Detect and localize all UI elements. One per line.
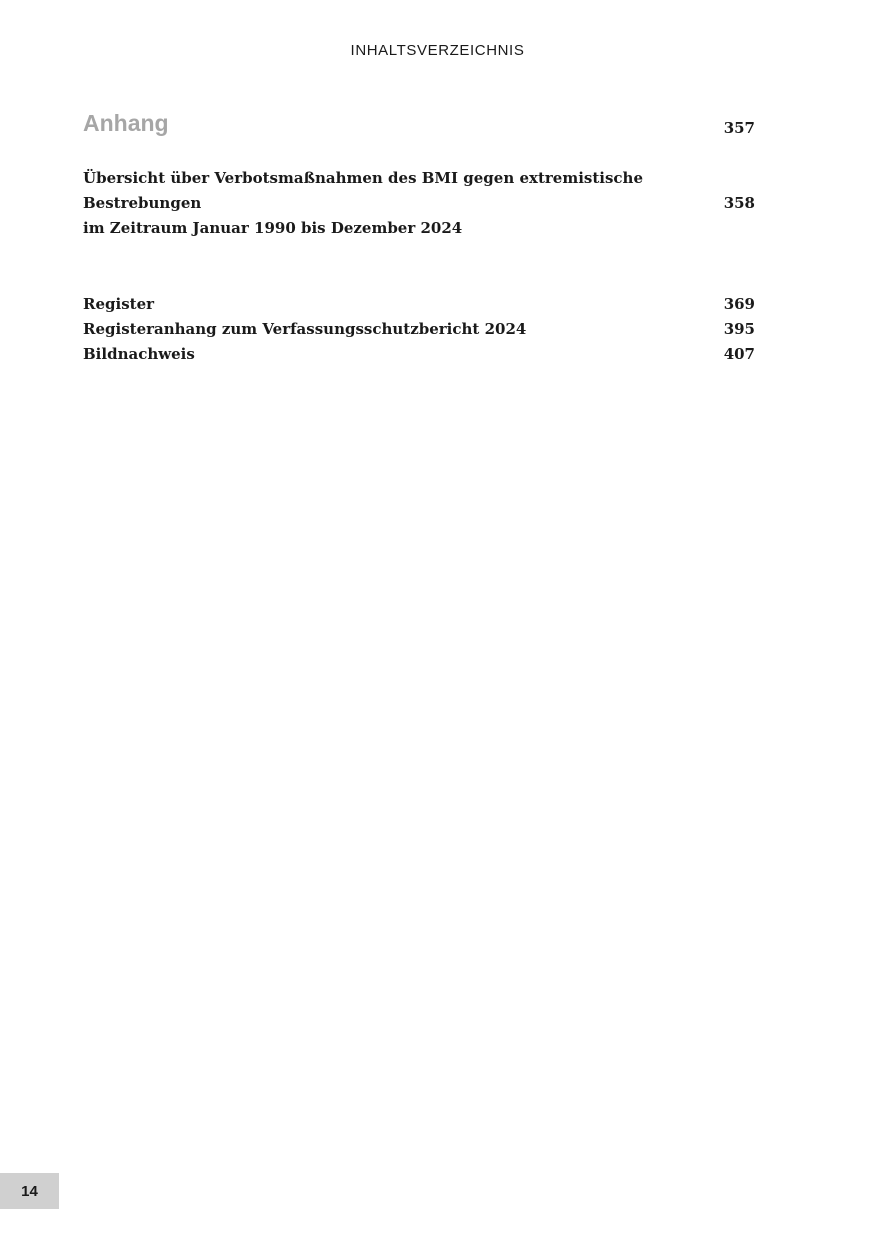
toc-entry-page-number: 358 xyxy=(723,194,755,212)
toc-entry-registeranhang[interactable] xyxy=(83,317,755,342)
toc-entry-text: Register xyxy=(83,295,155,313)
toc-entry-text-line1: Übersicht über Verbotsmaßnahmen des BMI gegen extremistische Bestrebungen xyxy=(83,169,643,212)
toc-entry-text-line2: im Zeitraum Januar 1990 bis Dezember 2024 xyxy=(83,219,463,237)
toc-entry-register[interactable] xyxy=(83,292,755,317)
toc-entry-page-number: 395 xyxy=(723,320,755,338)
section-heading-row xyxy=(83,110,755,144)
toc-entry-text: Registeranhang zum Verfassungsschutzbericht 2024 xyxy=(83,320,527,338)
toc-entry-page-number: 407 xyxy=(723,345,755,363)
toc-entry-verbotsmassnahmen[interactable] xyxy=(83,166,755,237)
section-title: Anhang xyxy=(83,110,169,136)
running-header: INHALTSVERZEICHNIS xyxy=(350,42,525,59)
toc-entry-text: Bildnachweis xyxy=(83,345,195,363)
section-page-number: 357 xyxy=(723,119,755,137)
toc-entry-bildnachweis[interactable] xyxy=(83,342,755,367)
toc-entry-page-number: 369 xyxy=(723,295,755,313)
page-number-tab: 14 xyxy=(0,1173,59,1209)
